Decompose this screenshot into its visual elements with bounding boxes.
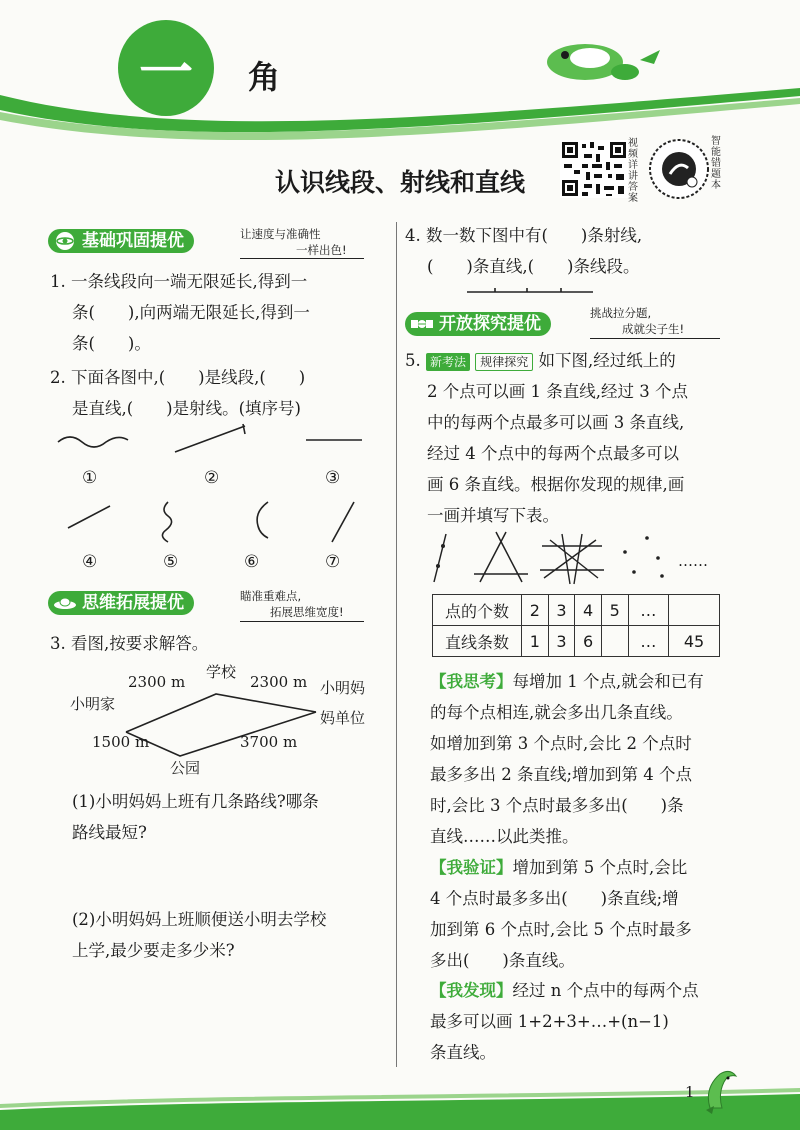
section-open-slogan2: 成就尖子生! [622,322,685,336]
table-cell: 45 [669,626,720,657]
qr-label: 视频详讲答案 [628,138,638,204]
footer-band [0,1080,800,1130]
figure-4-line [68,506,110,528]
chapter-number: 一 [118,20,214,116]
verify-line4: 多出( )条直线。 [430,951,575,970]
think-line4: 最多多出 2 条直线;增加到第 4 个点 [430,765,693,784]
think-block [430,666,790,852]
q1 [50,266,390,359]
map-home: 小明家 [70,695,116,713]
find-tag: 【我发现】 [430,981,513,1000]
badge-label: 智能错题本 [711,136,721,191]
q3-sub2 [72,904,392,966]
q1-line2: 条( ),向两端无限延长,得到一 [72,303,310,322]
satellite-icon [409,314,435,334]
slogan-underline [240,621,364,622]
verify-block [430,852,790,976]
think-line3: 如增加到第 3 个点时,会比 2 个点时 [430,734,692,753]
q3-intro: 3. 看图,按要求解答。 [50,634,209,653]
figure-label-7: ⑦ [325,552,341,572]
q3-sub2-line1: (2)小明妈妈上班顺便送小明去学校 [72,910,327,929]
section-open [405,312,551,336]
q3-sub1-line1: (1)小明妈妈上班有几条路线?哪条 [72,792,319,811]
figure-label-4: ④ [82,552,98,572]
figure-label-6: ⑥ [244,552,260,572]
figure-label-3: ③ [325,468,341,488]
q2-line1: 2. 下面各图中,( )是线段,( ) [50,368,306,387]
table-cell: 4 [575,595,602,626]
dolphin-icon [700,1068,740,1118]
q5-num: 5. [405,351,421,370]
figure-6-angle [257,502,268,538]
think-line2: 的每个点相连,就会多出几条直线。 [430,703,683,722]
section-thinking-title: 思维拓展提优 [82,593,184,613]
map-mom2: 妈单位 [320,709,366,727]
figure-3-points [474,532,528,582]
slogan-underline [240,258,364,259]
chapter-title: 角 [248,58,281,96]
figure-7-ray [332,502,354,542]
figure-label-2: ② [204,468,220,488]
think-line1: 每增加 1 个点,就会和已有 [512,672,704,691]
section-basic-title: 基础巩固提优 [82,231,184,251]
q5-line5: 画 6 条直线。根据你发现的规律,画 [427,475,685,494]
section-thinking-slogan2: 拓展思维宽度! [270,605,344,619]
table-cell: … [628,595,669,626]
figure-5-zigzag [162,502,171,542]
table-header: 点的个数 [433,595,522,626]
section-basic [48,229,194,253]
verify-line3: 加到第 6 个点时,会比 5 个点时最多 [430,920,692,939]
page-number: 1 [685,1083,695,1101]
table-header: 直线条数 [433,626,522,657]
map-park: 公园 [170,759,201,777]
find-line1: 经过 n 个点中的每两个点 [512,981,699,1000]
figure-label-1: ① [82,468,98,488]
tag-rule-explore: 规律探究 [475,353,533,371]
q5-line6: 一画并填写下表。 [427,506,559,525]
q5-line3: 中的每两个点最多可以画 3 条直线, [427,413,685,432]
section-thinking [48,591,194,615]
section-open-title: 开放探究提优 [439,314,541,334]
q1-line1: 1. 一条线段向一端无限延长,得到一 [50,272,308,291]
section-thinking-slogan1: 瞄准重难点, [240,589,302,603]
q5-ellipsis: …… [678,552,708,570]
figure-1-curve [58,437,128,447]
q2 [50,362,390,424]
table-cell: 5 [601,595,628,626]
column-divider [396,222,397,1067]
q5-head [405,345,775,376]
q4 [405,220,775,282]
table-cell: 3 [548,595,575,626]
section-open-slogan1: 挑战拉分题, [590,306,652,320]
figure-label-5: ⑤ [163,552,179,572]
q4-figure [465,284,595,298]
table-cell-blank[interactable] [669,595,720,626]
map-d-school-mom: 2300 m [250,673,308,691]
find-line2: 最多可以画 1+2+3+…+(n−1) [430,1012,669,1031]
slogan-underline [590,338,720,339]
table-cell: … [628,626,669,657]
table-cell: 3 [548,626,575,657]
figure-2-points [434,534,446,582]
map-school: 学校 [206,663,237,681]
table-cell: 1 [522,626,549,657]
q3-sub1-line2: 路线最短? [72,823,147,842]
table-row [433,595,720,626]
q5-line1: 如下图,经过纸上的 [538,351,676,370]
q4-line2: ( )条直线,( )条线段。 [427,257,640,276]
map-d-park-mom: 3700 m [240,733,298,751]
map-d-home-school: 2300 m [128,673,186,691]
q2-line2: 是直线,( )是射线。(填序号) [72,399,301,418]
table-cell-blank[interactable] [601,626,628,657]
think-line5: 时,会比 3 个点时最多多出( )条 [430,796,684,815]
q5-line4: 经过 4 个点中的每两个点最多可以 [427,444,679,463]
verify-tag: 【我验证】 [430,858,513,877]
qr-code-icon[interactable] [560,140,628,198]
q5-line2: 2 个点可以画 1 条直线,经过 3 个点 [427,382,688,401]
smart-error-book-icon[interactable] [648,138,710,200]
page-title: 认识线段、射线和直线 [274,168,525,197]
table-cell: 2 [522,595,549,626]
q3-sub2-line2: 上学,最少要走多少米? [72,941,235,960]
verify-line2: 4 个点时最多多出( )条直线;增 [430,889,679,908]
q1-line3: 条( )。 [72,334,151,353]
q3-sub1 [72,786,392,848]
tag-new-method: 新考法 [426,353,470,371]
q5-point-figures [420,530,690,586]
ufo-icon [52,593,78,613]
route-home-school-mom [126,694,316,732]
dolphin-mascot-icon [547,44,660,80]
q4-line1: 4. 数一数下图中有( )条射线, [405,226,643,245]
section-basic-slogan1: 让速度与准确性 [240,227,321,241]
map-d-home-park: 1500 m [92,733,150,751]
q5-body [427,376,782,531]
section-basic-slogan2: 一样出色! [296,243,347,257]
points-lines-table [432,594,720,657]
think-line6: 直线……以此类推。 [430,827,579,846]
verify-line1: 增加到第 5 个点时,会比 [512,858,688,877]
figure-4-points [540,534,604,584]
figure-5-points [623,536,664,578]
map-mom1: 小明妈 [320,679,366,697]
think-tag: 【我思考】 [430,672,513,691]
figure-2-ray [175,426,245,452]
table-cell: 6 [575,626,602,657]
find-line3: 条直线。 [430,1043,496,1062]
find-block [430,975,790,1068]
atom-icon [52,231,78,251]
table-row [433,626,720,657]
